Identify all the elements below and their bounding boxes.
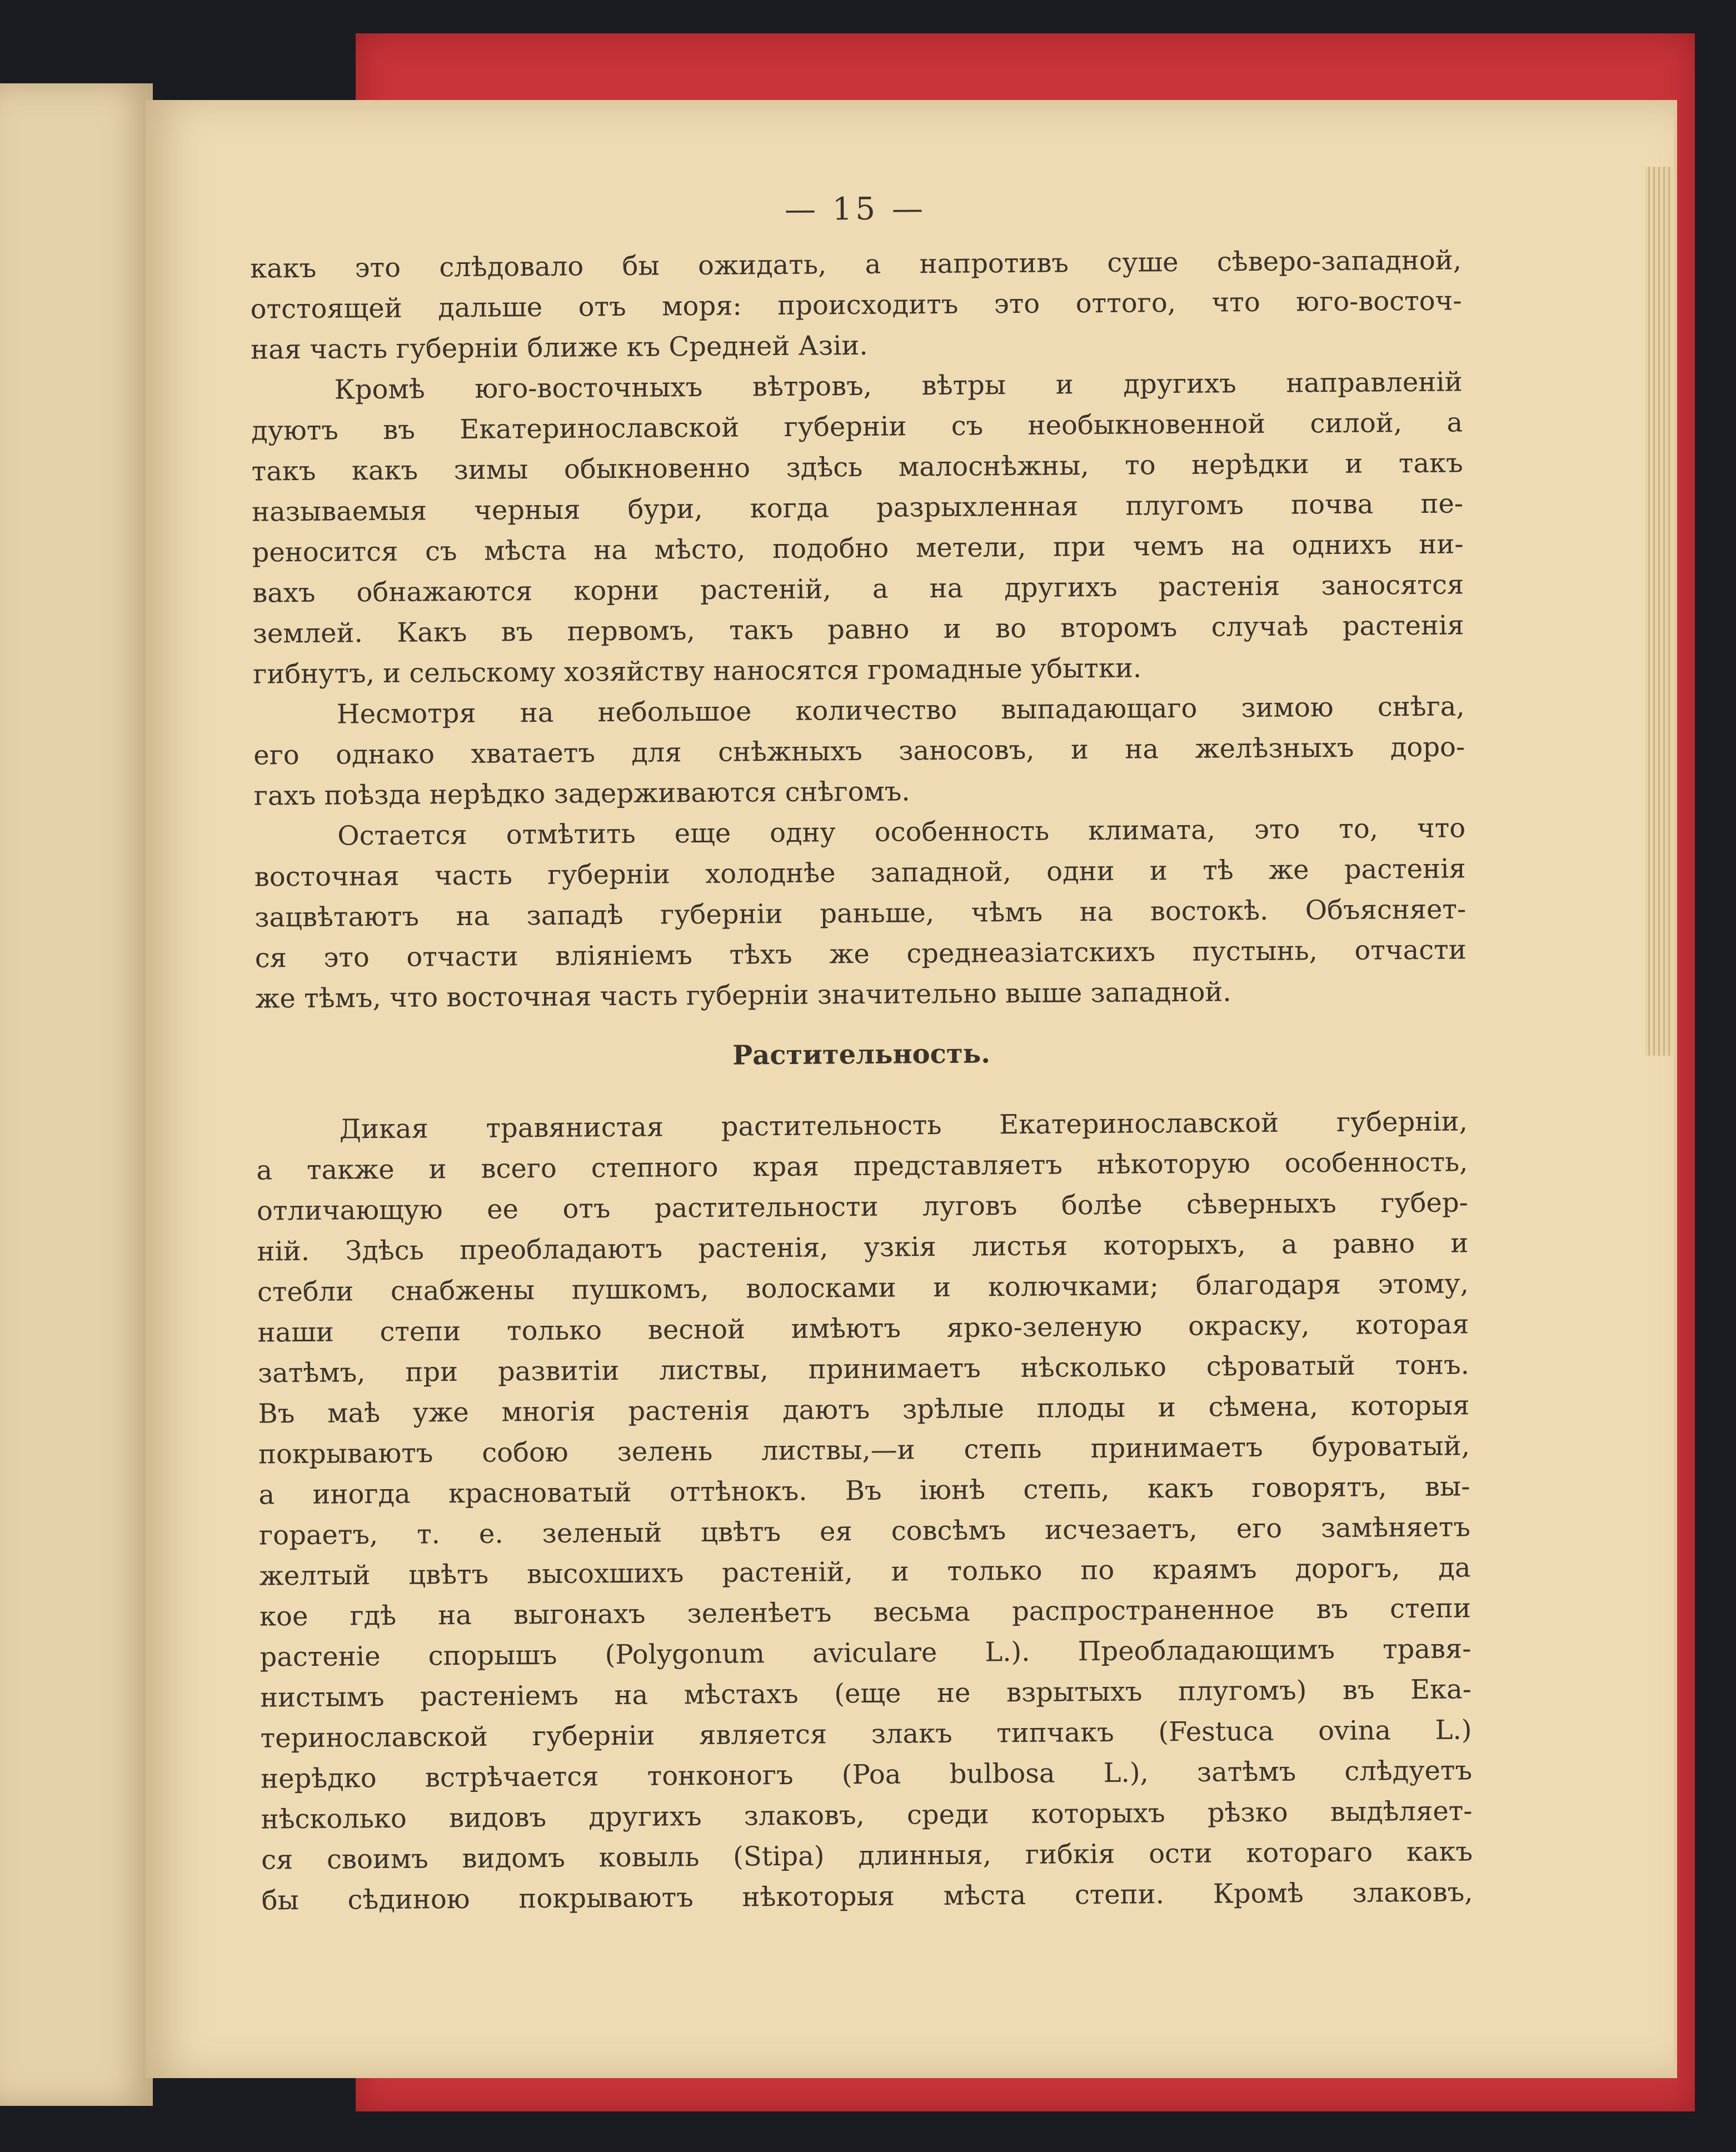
text-line: желтый цвѣтъ высохшихъ растеній, и только по краямъ дорогъ, да [259, 1552, 1471, 1592]
text-line: отстоящей дальше отъ моря: происходитъ это оттого, что юго-восточ- [250, 285, 1462, 325]
text-line: Въ маѣ уже многія растенія даютъ зрѣлые плоды и сѣмена, которыя [258, 1390, 1470, 1430]
text-line: реносится съ мѣста на мѣсто, подобно метели, при чемъ на однихъ ни- [252, 528, 1464, 568]
text-line: гахъ поѣзда нерѣдко задерживаются снѣгомъ. [253, 776, 910, 812]
text-line: бы сѣдиною покрываютъ нѣкоторыя мѣста степи. Кромѣ злаковъ, [261, 1876, 1473, 1916]
text-line: такъ какъ зимы обыкновенно здѣсь малоснѣжны, то нерѣдки и такъ [251, 447, 1463, 487]
text-line: его однако хватаетъ для снѣжныхъ заносовъ, и на желѣзныхъ доро- [253, 731, 1465, 771]
text-line: гибнутъ, и сельскому хозяйству наносятся громадные убытки. [253, 652, 1142, 690]
text-line: же тѣмъ, что восточная часть губерніи значительно выше западной. [255, 976, 1231, 1015]
text-line: нистымъ растеніемъ на мѣстахъ (еще не взрытыхъ плугомъ) въ Ека- [260, 1674, 1472, 1714]
text-line: восточная часть губерніи холоднѣе западной, одни и тѣ же растенія [254, 853, 1466, 893]
text-line: ся своимъ видомъ ковыль (Stipa) длинныя, гибкія ости котораго какъ [261, 1836, 1473, 1876]
paragraphs-climate [250, 240, 1467, 1019]
text-line: затѣмъ, при развитіи листвы, принимаетъ нѣсколько сѣроватый тонъ. [257, 1349, 1470, 1389]
paragraphs-vegetation [256, 1101, 1473, 1921]
text-line: а также и всего степного края представляетъ нѣкоторую особенность, [256, 1146, 1468, 1186]
text-line: наши степи только весной имѣютъ ярко-зеленую окраску, которая [257, 1309, 1469, 1349]
text-line: какъ это слѣдовало бы ожидать, а напротивъ суше сѣверо-западной, [250, 244, 1462, 284]
text-line: а иногда красноватый оттѣнокъ. Въ іюнѣ степь, какъ говорятъ, вы- [258, 1471, 1470, 1511]
page-edges [1645, 167, 1673, 1056]
text-line: ная часть губерніи ближе къ Средней Азіи. [250, 329, 868, 366]
text-line: землей. Какъ въ первомъ, такъ равно и во второмъ случаѣ растенія [252, 610, 1464, 650]
text-line: ся это отчасти вліяніемъ тѣхъ же среднеазіатскихъ пустынь, отчасти [255, 934, 1466, 974]
text-line: Несмотря на небольшое количество выпадающаго зимою снѣга, [336, 691, 1465, 730]
text-line: растеніе спорышъ (Polygonum aviculare L.). Преобладающимъ травя- [260, 1633, 1471, 1673]
text-line: зацвѣтаютъ на западѣ губерніи раньше, чѣмъ на востокѣ. Объясняет- [255, 893, 1466, 933]
text-line: гораетъ, т. е. зеленый цвѣтъ ея совсѣмъ исчезаетъ, его замѣняетъ [258, 1511, 1471, 1551]
text-line: Дикая травянистая растительность Екатеринославской губерніи, [339, 1106, 1468, 1145]
text-line: отличающую ее отъ растительности луговъ болѣе сѣверныхъ губер- [256, 1187, 1469, 1227]
text-line: называемыя черныя бури, когда разрыхленная плугомъ почва пе- [251, 488, 1464, 528]
text-line: вахъ обнажаются корни растеній, а на другихъ растенія заносятся [252, 569, 1464, 609]
text-line: покрываютъ собою зелень листвы,—и степь принимаетъ буроватый, [258, 1430, 1470, 1470]
text-line: кое гдѣ на выгонахъ зеленѣетъ весьма распространенное въ степи [259, 1592, 1471, 1632]
text-line: дуютъ въ Екатеринославской губерніи съ необыкновенной силой, а [251, 407, 1463, 447]
section-heading: Растительность. [732, 1038, 991, 1071]
text-line: нѣсколько видовъ другихъ злаковъ, среди которыхъ рѣзко выдѣляет- [261, 1795, 1473, 1835]
text-line: Кромѣ юго-восточныхъ вѣтровъ, вѣтры и другихъ направленій [334, 366, 1463, 406]
left-page [0, 83, 153, 2106]
text-line: стебли снабжены пушкомъ, волосками и колючками; благодаря этому, [257, 1268, 1469, 1308]
text-line: теринославской губерніи является злакъ типчакъ (Festuca ovina L.) [260, 1714, 1472, 1754]
text-line: нерѣдко встрѣчается тонконогъ (Poa bulbosa L.), затѣмъ слѣдуетъ [260, 1755, 1473, 1795]
page-number: — 15 — [784, 191, 927, 228]
page-text [250, 184, 1473, 1921]
text-line: ній. Здѣсь преобладаютъ растенія, узкія листья которыхъ, а равно и [257, 1227, 1469, 1267]
text-line: Остается отмѣтить еще одну особенность климата, это то, что [337, 812, 1466, 852]
